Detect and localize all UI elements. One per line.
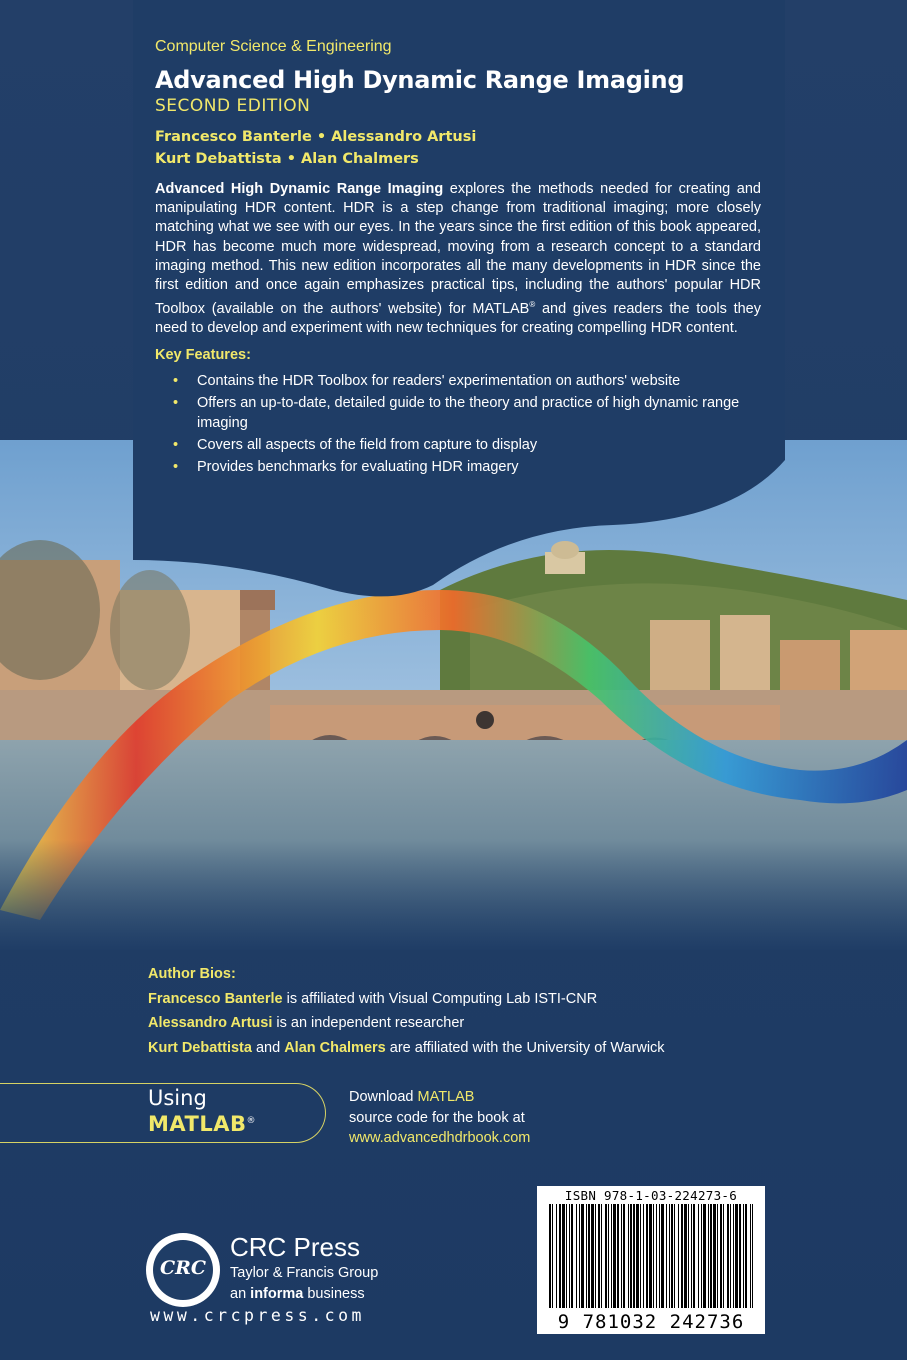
publisher-url: www.crcpress.com [150,1306,365,1325]
description-book-title: Advanced High Dynamic Range Imaging [155,181,444,197]
bullet-icon: • [173,437,179,454]
bio-text: is an independent researcher [272,1015,465,1031]
barcode-bar [613,1204,616,1308]
barcode-bar [684,1204,687,1308]
author-bios-title: Author Bios: [148,966,236,982]
barcode-bars-icon [549,1204,753,1312]
informa-bold: informa [250,1286,304,1302]
feature-item [173,371,761,391]
description-text-end: and gives readers the tools they need to develop and experiment with new techniques for creating compelling HDR content. [155,301,761,337]
authors-line-1: Francesco Banterle • Alessandro Artusi [155,129,477,145]
download-prefix: Download [349,1089,418,1105]
barcode-bar [750,1204,751,1308]
crc-logo-text: CRC [159,1257,207,1279]
barcode-bar [659,1204,660,1308]
bio-line [148,987,788,1012]
barcode-bar [743,1204,744,1308]
barcode-bar [579,1204,580,1308]
crc-logo-icon [146,1233,220,1307]
matlab-logo-text [148,1112,256,1136]
barcode-bar [549,1204,551,1308]
barcode-bar [617,1204,619,1308]
barcode-bar [601,1204,602,1308]
barcode-bar [621,1204,622,1308]
barcode-bar [586,1204,587,1308]
feature-item [173,435,761,455]
author-bios [148,962,788,1060]
panel-content [155,38,761,479]
bio-name: Kurt Debattista [148,1039,252,1056]
barcode-bar [611,1204,612,1308]
barcode-bar [562,1204,565,1308]
barcode-bar [698,1204,699,1308]
barcode-bar [708,1204,709,1308]
barcode-bar [605,1204,607,1308]
bullet-icon: • [173,395,179,412]
matlab-registered: ® [246,1116,256,1126]
publisher-name: CRC Press [230,1232,361,1262]
isbn-barcode [537,1186,765,1334]
barcode-bar [628,1204,629,1308]
barcode-bar [717,1204,718,1308]
barcode-bar [588,1204,590,1308]
barcode-bar [643,1204,644,1308]
bio-name: Francesco Banterle [148,990,283,1007]
edition-label: SECOND EDITION [155,96,311,116]
download-url: www.advancedhdrbook.com [349,1130,531,1146]
barcode-bar [752,1204,753,1308]
barcode-bar [674,1204,675,1308]
text-panel [133,0,785,560]
feature-item [173,457,761,477]
bio-line [148,1011,788,1036]
barcode-bar [646,1204,648,1308]
barcode-bar [598,1204,600,1308]
feature-text: Contains the HDR Toolbox for readers' experimentation on authors' website [197,373,681,390]
barcode-bar [723,1204,724,1308]
barcode-bar [693,1204,695,1308]
barcode-bar [581,1204,584,1308]
isbn-label: ISBN 978-1-03-224273-6 [564,1188,738,1203]
bio-text: is affiliated with Visual Computing Lab ISTI-CNR [282,990,598,1007]
bio-name: Alessandro Artusi [148,1015,273,1031]
barcode-bar [636,1204,639,1308]
barcode-bar [739,1204,741,1308]
barcode-bar [735,1204,738,1308]
barcode-bar [552,1204,553,1308]
publisher-group: Taylor & Francis Group [230,1265,379,1281]
barcode-bar [710,1204,712,1308]
feature-item [173,393,761,433]
barcode-bar [681,1204,683,1308]
download-line-2: source code for the book at [349,1109,525,1126]
authors [155,126,761,170]
barcode-bar [727,1204,729,1308]
book-title: Advanced High Dynamic Range Imaging [155,66,685,94]
barcode-bar [649,1204,652,1308]
feature-text: Provides benchmarks for evaluating HDR imagery [197,459,519,476]
download-matlab: MATLAB [417,1089,475,1105]
barcode-bar [566,1204,567,1308]
barcode-bar [608,1204,609,1308]
download-line-1 [349,1087,530,1108]
registered-mark: ® [529,300,536,310]
barcode-bar [703,1204,706,1308]
barcode-bar [745,1204,747,1308]
bio-name: Alan Chalmers [284,1039,386,1056]
barcode-bar [633,1204,635,1308]
barcode-bar [730,1204,731,1308]
barcode-bar [701,1204,702,1308]
barcode-bar [671,1204,673,1308]
barcode-bar [559,1204,561,1308]
barcode-bar [691,1204,692,1308]
publisher-informa [230,1286,365,1302]
barcode-bar [678,1204,679,1308]
download-info [349,1087,530,1149]
barcode-bar [576,1204,577,1308]
barcode-bar [688,1204,689,1308]
bio-line [148,1036,788,1061]
matlab-word: MATLAB [148,1112,247,1136]
barcode-bar [666,1204,667,1308]
key-features-title: Key Features: [155,347,251,364]
bullet-icon: • [173,459,179,476]
barcode-bar [669,1204,670,1308]
barcode-bar [571,1204,573,1308]
barcode-bar [623,1204,625,1308]
bio-and: and [251,1039,285,1056]
book-description [155,180,761,338]
description-text: explores the methods needed for creating and manipulating HDR content. HDR is a step change from traditional imaging; more closely matching what we see with our eyes. In the years since the first edition of this book appeared, HDR has become much more widespread, moving from a research concept to a standard imaging method. This new edition incorporates all the many developments in HDR since the first edition and once again emphasizes practical tips, including the authors' popular HDR Toolbox (available on the authors' website) for MATLAB [155,181,761,318]
informa-suffix: business [303,1286,365,1302]
barcode-bar [653,1204,654,1308]
subject-category: Computer Science & Engineering [155,38,392,55]
informa-prefix: an [230,1286,251,1302]
barcode-bar [656,1204,657,1308]
barcode-bar [720,1204,722,1308]
barcode-bar [591,1204,594,1308]
authors-line-2: Kurt Debattista • Alan Chalmers [155,151,419,167]
barcode-bar [630,1204,632,1308]
feature-text: Offers an up-to-date, detailed guide to the theory and practice of high dynamic range imaging [197,395,740,432]
bio-text: are affiliated with the University of Warwick [385,1039,665,1056]
barcode-bar [569,1204,570,1308]
barcode-bar [595,1204,596,1308]
isbn-digits: 9 781032 242736 [557,1311,745,1333]
barcode-bar [733,1204,734,1308]
barcode-bar [661,1204,664,1308]
barcode-bar [713,1204,716,1308]
barcode-bar [556,1204,557,1308]
using-label: Using [148,1086,207,1110]
feature-text: Covers all aspects of the field from capture to display [197,437,538,454]
bullet-icon: • [173,373,179,390]
key-features-list [155,371,761,477]
barcode-bar [640,1204,641,1308]
